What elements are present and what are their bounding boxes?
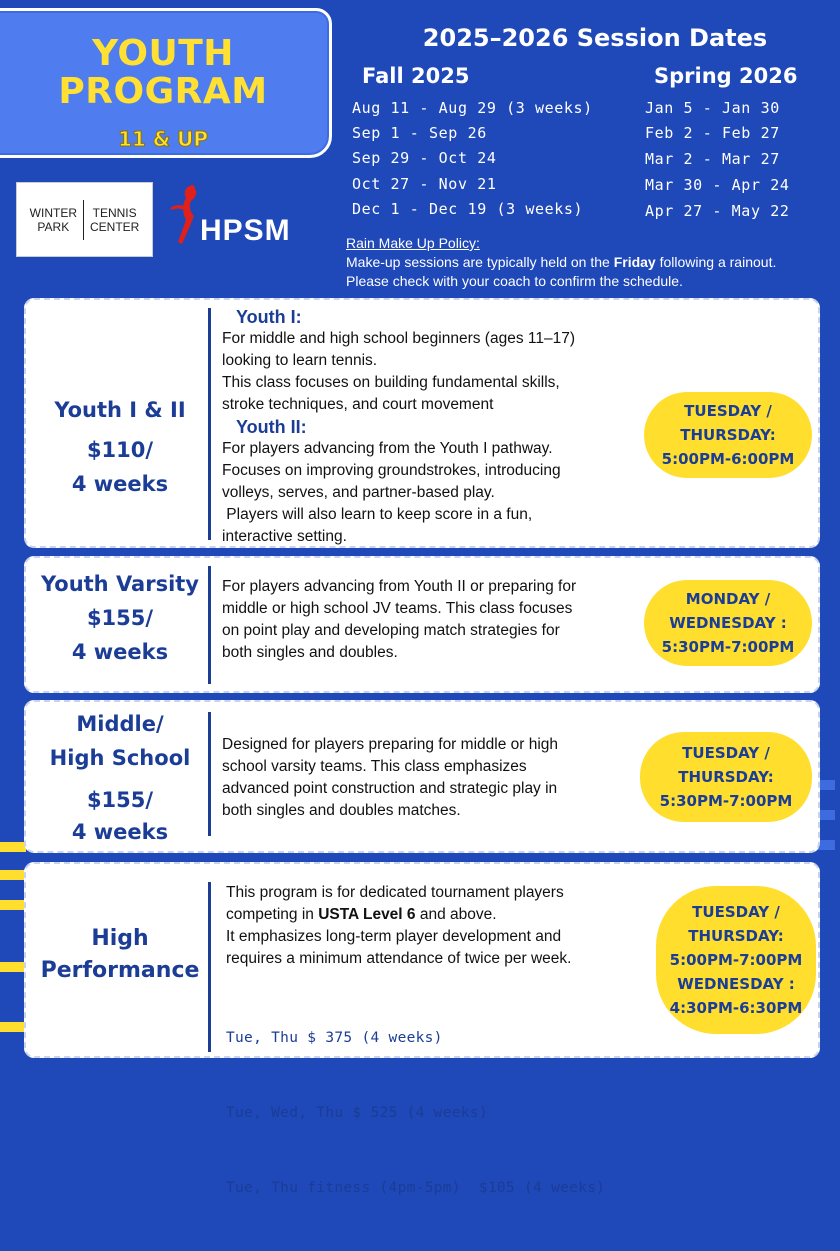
- card-divider: [208, 712, 211, 836]
- fall-date: Sep 1 - Sep 26: [352, 124, 487, 142]
- program-duration: 4 weeks: [71, 640, 169, 664]
- price-option: Tue, Thu $ 375 (4 weeks): [226, 1030, 443, 1046]
- program-price: $155/: [86, 606, 154, 630]
- logo-word: CENTER: [89, 219, 140, 234]
- schedule-line: 5:30PM-7:00PM: [661, 638, 795, 656]
- hpsm-wordmark: HPSM: [200, 214, 291, 247]
- program-name: Youth I & II: [54, 398, 186, 422]
- price-option: Tue, Thu fitness (4pm-5pm) $105 (4 weeks): [226, 1180, 606, 1196]
- schedule-line: WEDNESDAY :: [677, 975, 795, 993]
- desc-line: interactive setting.: [222, 528, 347, 545]
- desc-line: advanced point construction and strategic play in: [222, 780, 558, 797]
- rain-policy-label: Rain Make Up Policy:: [346, 235, 480, 251]
- schedule-badge: [656, 886, 816, 1034]
- decorative-stripe: [0, 900, 26, 910]
- spring-date: Mar 2 - Mar 27: [645, 150, 780, 168]
- program-card-youth-varsity: [24, 556, 820, 693]
- decorative-stripe: [0, 1022, 26, 1032]
- schedule-line: THURSDAY:: [680, 426, 776, 444]
- schedule-line: MONDAY /: [685, 590, 771, 608]
- desc-line: Focuses on improving groundstrokes, introducing: [222, 462, 561, 479]
- fall-date: Oct 27 - Nov 21: [352, 175, 497, 193]
- decorative-stripe: [0, 962, 26, 972]
- desc-line: middle or high school JV teams. This class focuses: [222, 600, 573, 617]
- program-duration: 4 weeks: [71, 820, 169, 844]
- schedule-line: WEDNESDAY :: [669, 614, 787, 632]
- desc-line: It emphasizes long-term player development and: [226, 928, 562, 945]
- program-name: High: [91, 926, 149, 951]
- fall-date: Dec 1 - Dec 19 (3 weeks): [352, 200, 584, 218]
- desc-line: requires a minimum attendance of twice per week.: [226, 950, 572, 967]
- fall-date: Aug 11 - Aug 29 (3 weeks): [352, 99, 593, 117]
- title-line-1: YOUTH: [92, 33, 234, 74]
- program-name: High School: [49, 746, 191, 770]
- logo-word: WINTER: [29, 205, 77, 220]
- schedule-line: 5:30PM-7:00PM: [659, 792, 793, 810]
- desc-line: Designed for players preparing for middle or high: [222, 736, 559, 753]
- program-card-youth-1-2: [24, 298, 820, 548]
- schedule-badge: [644, 580, 812, 666]
- desc-line: both singles and doubles matches.: [222, 802, 461, 819]
- youth-1-heading: Youth I:: [236, 307, 302, 327]
- schedule-line: 5:00PM-7:00PM: [669, 951, 803, 969]
- schedule-badge: [640, 732, 812, 822]
- program-description: [226, 882, 666, 970]
- card-divider: [208, 882, 211, 1052]
- schedule-line: TUESDAY /: [684, 402, 772, 420]
- winter-park-tennis-logo: [16, 182, 153, 257]
- schedule-line: THURSDAY:: [678, 768, 774, 786]
- decorative-stripe: [0, 842, 26, 852]
- age-subtitle: 11 & UP: [117, 127, 209, 151]
- title-line-2: PROGRAM: [58, 71, 268, 112]
- program-card-high-performance: [24, 862, 820, 1196]
- decorative-stripe: [0, 870, 26, 880]
- schedule-line: THURSDAY:: [688, 927, 784, 945]
- program-card-middle-high-school: [24, 700, 820, 853]
- rain-policy: [346, 234, 831, 291]
- rain-policy-line-1: Make-up sessions are typically held on the Friday following a rainout.: [346, 254, 777, 270]
- card-divider: [208, 566, 211, 684]
- price-option: Tue, Wed, Thu $ 525 (4 weeks): [226, 1105, 488, 1121]
- schedule-line: TUESDAY /: [692, 903, 780, 921]
- desc-line: school varsity teams. This class emphasizes: [222, 758, 527, 775]
- fall-date: Sep 29 - Oct 24: [352, 149, 497, 167]
- program-description: [222, 576, 642, 664]
- program-duration: 4 weeks: [71, 472, 169, 496]
- logo-divider: [83, 200, 84, 240]
- logo-word: TENNIS: [92, 205, 137, 220]
- program-description: [222, 734, 642, 822]
- desc-line: For players advancing from the Youth I pathway.: [222, 440, 553, 457]
- card-divider: [208, 308, 211, 540]
- spring-date: Apr 27 - May 22: [645, 202, 790, 220]
- desc-line: looking to learn tennis.: [222, 352, 378, 369]
- program-title-box: [0, 8, 332, 158]
- schedule-line: 4:30PM-6:30PM: [669, 999, 803, 1017]
- desc-line: This class focuses on building fundamental skills,: [222, 374, 560, 391]
- session-dates-title: 2025–2026 Session Dates: [422, 24, 768, 52]
- desc-line: This program is for dedicated tournament players: [226, 884, 564, 901]
- program-price: $155/: [86, 788, 154, 812]
- spring-date: Jan 5 - Jan 30: [645, 99, 780, 117]
- schedule-badge: [644, 392, 812, 478]
- desc-line: For players advancing from Youth II or preparing for: [222, 578, 577, 595]
- fall-heading: Fall 2025: [362, 64, 470, 88]
- program-name: Youth Varsity: [40, 572, 199, 596]
- program-description: [222, 306, 642, 548]
- desc-line: For middle and high school beginners (ages 11–17): [222, 330, 575, 347]
- desc-line: volleys, serves, and partner-based play.: [222, 484, 495, 501]
- spring-date: Mar 30 - Apr 24: [645, 176, 790, 194]
- schedule-line: 5:00PM-6:00PM: [661, 450, 795, 468]
- desc-line: Players will also learn to keep score in a fun,: [222, 506, 533, 523]
- desc-line: stroke techniques, and court movement: [222, 396, 494, 413]
- program-name: Middle/: [76, 712, 164, 736]
- desc-line: on point play and developing match strategies for: [222, 622, 560, 639]
- hpsm-logo: [168, 180, 328, 260]
- price-options: [226, 976, 605, 1251]
- desc-line: competing in USTA Level 6 and above.: [226, 906, 497, 923]
- schedule-line: TUESDAY /: [682, 744, 770, 762]
- rain-policy-line-2: Please check with your coach to confirm the schedule.: [346, 273, 683, 289]
- desc-line: both singles and doubles.: [222, 644, 398, 661]
- spring-heading: Spring 2026: [654, 64, 798, 88]
- program-name: Performance: [40, 958, 200, 983]
- program-price: $110/: [86, 438, 154, 462]
- youth-2-heading: Youth II:: [236, 417, 307, 437]
- logo-word: PARK: [37, 219, 70, 234]
- spring-date: Feb 2 - Feb 27: [645, 124, 780, 142]
